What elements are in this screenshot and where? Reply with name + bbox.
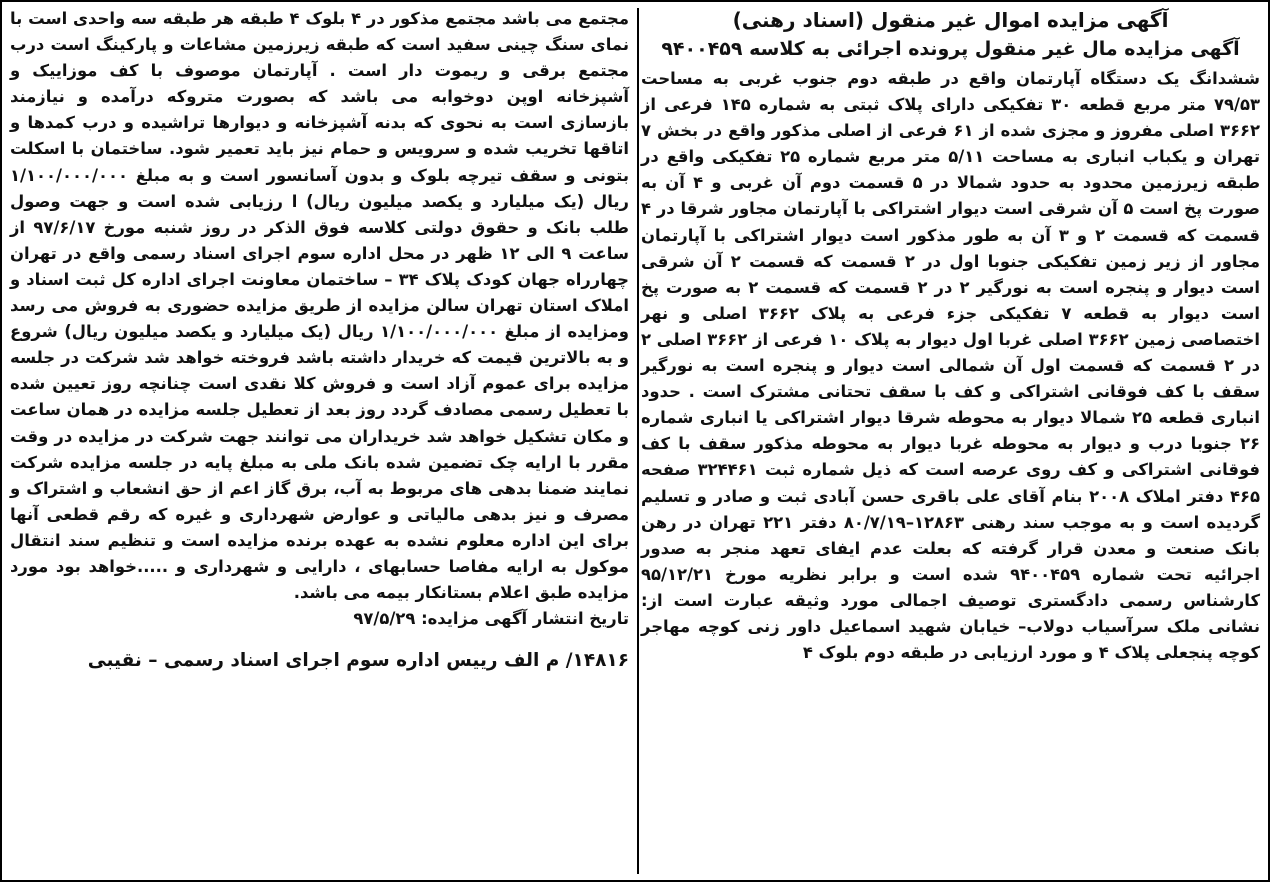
auction-terms: مجتمع می باشد مجتمع مذکور در ۴ بلوک ۴ طبقه هر طبقه سه واحدی است با نمای سنگ چینی سفید است که طبقه زیرزمین مشاعات و پارکینگ است درب مجتمع برقی و ریموت دار است . آپارتمان موصوف با کف موزاییک و آشپزخانه اوپن دوخوابه می باشد که بصورت متروکه درآمده و نیازمند بازسازی است به نحوی که بدنه آشپزخانه و دیوارها تراشیده و درب کمدها و اتاقها تخریب شده و سرویس و حمام نیز باید تعمیر شود. ساختمان با اسکلت بتونی و سقف تیرچه بلوک و بدون آسانسور است و به مبلغ ۱/۱۰۰/۰۰۰/۰۰۰ ریال (یک میلیارد و یکصد میلیون ریال) ا رزیابی شده است و جهت وصول طلب بانک و حقوق دولتی کلاسه فوق الذکر در روز شنبه مورخ ۹۷/۶/۱۷ از ساعت ۹ الی ۱۲ ظهر در محل اداره سوم اجرای اسناد رسمی واقع در تهران چهارراه جهان کودک پلاک ۳۴ – ساختمان معاونت اجرای اداره کل ثبت اسناد و املاک استان تهران سالن مزایده از طریق مزایده حضوری به فروش می رسد ومزایده از مبلغ ۱/۱۰۰/۰۰۰/۰۰۰ ریال (یک میلیارد و یکصد میلیون ریال) شروع و به بالاترین قیمت که خریدار داشته باشد فروخته خواهد شد شرکت در جلسه مزایده برای عموم آزاد است و فروش کلا نقدی است چنانچه روز تعیین شده با تعطیل رسمی مصادف گردد روز بعد از تعطیل جلسه مزایده در همان ساعت و مکان تشکیل خواهد شد خریداران می توانند جهت شرکت در مزایده در وقت مقرر با ارایه چک تضمین شده بانک ملی به مبلغ پایه در جلسه مزایده شرکت نمایند ضمنا بدهی های مربوط به آب، برق گاز اعم از حق انشعاب و اشتراک و مصرف و نیز بدهی مالیاتی و عوارض شهرداری و غیره که رقم قطعی آنها برای این اداره معلوم نشده به عهده برنده مزایده است و تنظیم سند انتقال موکول به ارایه مفاصا حسابهای ، دارایی و شهرداری و .....خواهد بود مورد مزایده طبق اعلام بستانکار بیمه می باشد. [10,9,630,603]
property-description: ششدانگ یک دستگاه آپارتمان واقع در طبقه دوم جنوب غربی به مساحت ۷۹/۵۳ متر مربع قطعه ۳۰ تفکیکی دارای پلاک ثبتی به شماره ۱۴۵ فرعی از ۳۶۶۲ اصلی مفروز و مجزی شده از ۶۱ فرعی از اصلی مذکور واقع در بخش ۷ تهران و یکباب انباری به مساحت ۵/۱۱ متر مربع شماره ۲۵ تفکیکی واقع در طبقه زیرزمین محدود به حدود شمالا در ۵ قسمت دوم آن غربی و ۴ آن به صورت پخ است ۵ آن شرقی است دیوار اشتراکی با آپارتمان مجاور شرقا در ۴ قسمت که قسمت ۲ و ۳ آن به طور مذکور است دیوار اشتراکی با آپارتمان مجاور از زیر زمین تفکیکی جنوبا اول در ۲ قسمت که قسمت ۲ آن شرقی است دیوار و پنجره است به نورگیر ۲ در ۲ قسمت که قسمت ۲ به صورت پخ است دیوار به قطعه ۷ تفکیکی جزء فرعی به پلاک ۳۶۶۲ اصلی و نهر اختصاصی زمین ۳۶۶۲ اصلی غربا اول دیوار به پلاک ۱۰ فرعی از ۳۶۶۲ اصلی ۲ در ۲ قسمت که قسمت اول آن شمالی است دیوار و پنجره است به نورگیر سقف با کف فوقانی اشتراکی و کف با سقف تحتانی مشترک است . حدود انباری قطعه ۲۵ شمالا دیوار به محوطه شرقا دیوار اشتراکی یا انباری شماره ۲۶ جنوبا درب و دیوار به محوطه غربا دیوار به محوطه مذکور سقف با کف فوقانی اشتراکی و کف روی عرصه است که ذیل شماره ثبت ۳۲۴۴۶۱ صفحه ۴۶۵ دفتر املاک ۲۰۰۸ بنام آقای علی باقری حسن آبادی ثبت و صادر و تسلیم گردیده است و به موجب سند رهنی ۱۲۸۶۳–۸۰/۷/۱۹ دفتر ۲۲۱ تهران در رهن بانک صنعت و معدن قرار گرفته که بعلت عدم ایفای تعهد منجر به صدور اجرائیه تحت شماره ۹۴۰۰۴۵۹ شده است و برابر نظریه مورخ ۹۵/۱۲/۲۱ کارشناس رسمی دادگستری توصیف اجمالی مورد وثیقه عبارت است از: نشانی ملک سرآسیاب دولاب– خیابان شهید اسماعیل داور زنی کوچه مهاجر کوچه پنجعلی پلاک ۴ و مورد ارزیابی در طبقه دوم بلوک ۴ [641,69,1261,663]
notice-title: آگهی مزایده اموال غیر منقول (اسناد رهنی) [732,8,1169,32]
publication-date: تاریخ انتشار آگهی مزایده: ۹۷/۵/۲۹ [353,609,629,629]
notice-subtitle: آگهی مزایده مال غیر منقول پرونده اجرائی به کلاسه ۹۴۰۰۴۵۹ [661,38,1240,60]
left-column [2,2,637,880]
column-divider [637,8,639,874]
signature-line: ۱۴۸۱۶/ م الف رییس اداره سوم اجرای اسناد رسمی – نقیبی [87,650,629,672]
right-column [633,2,1268,880]
